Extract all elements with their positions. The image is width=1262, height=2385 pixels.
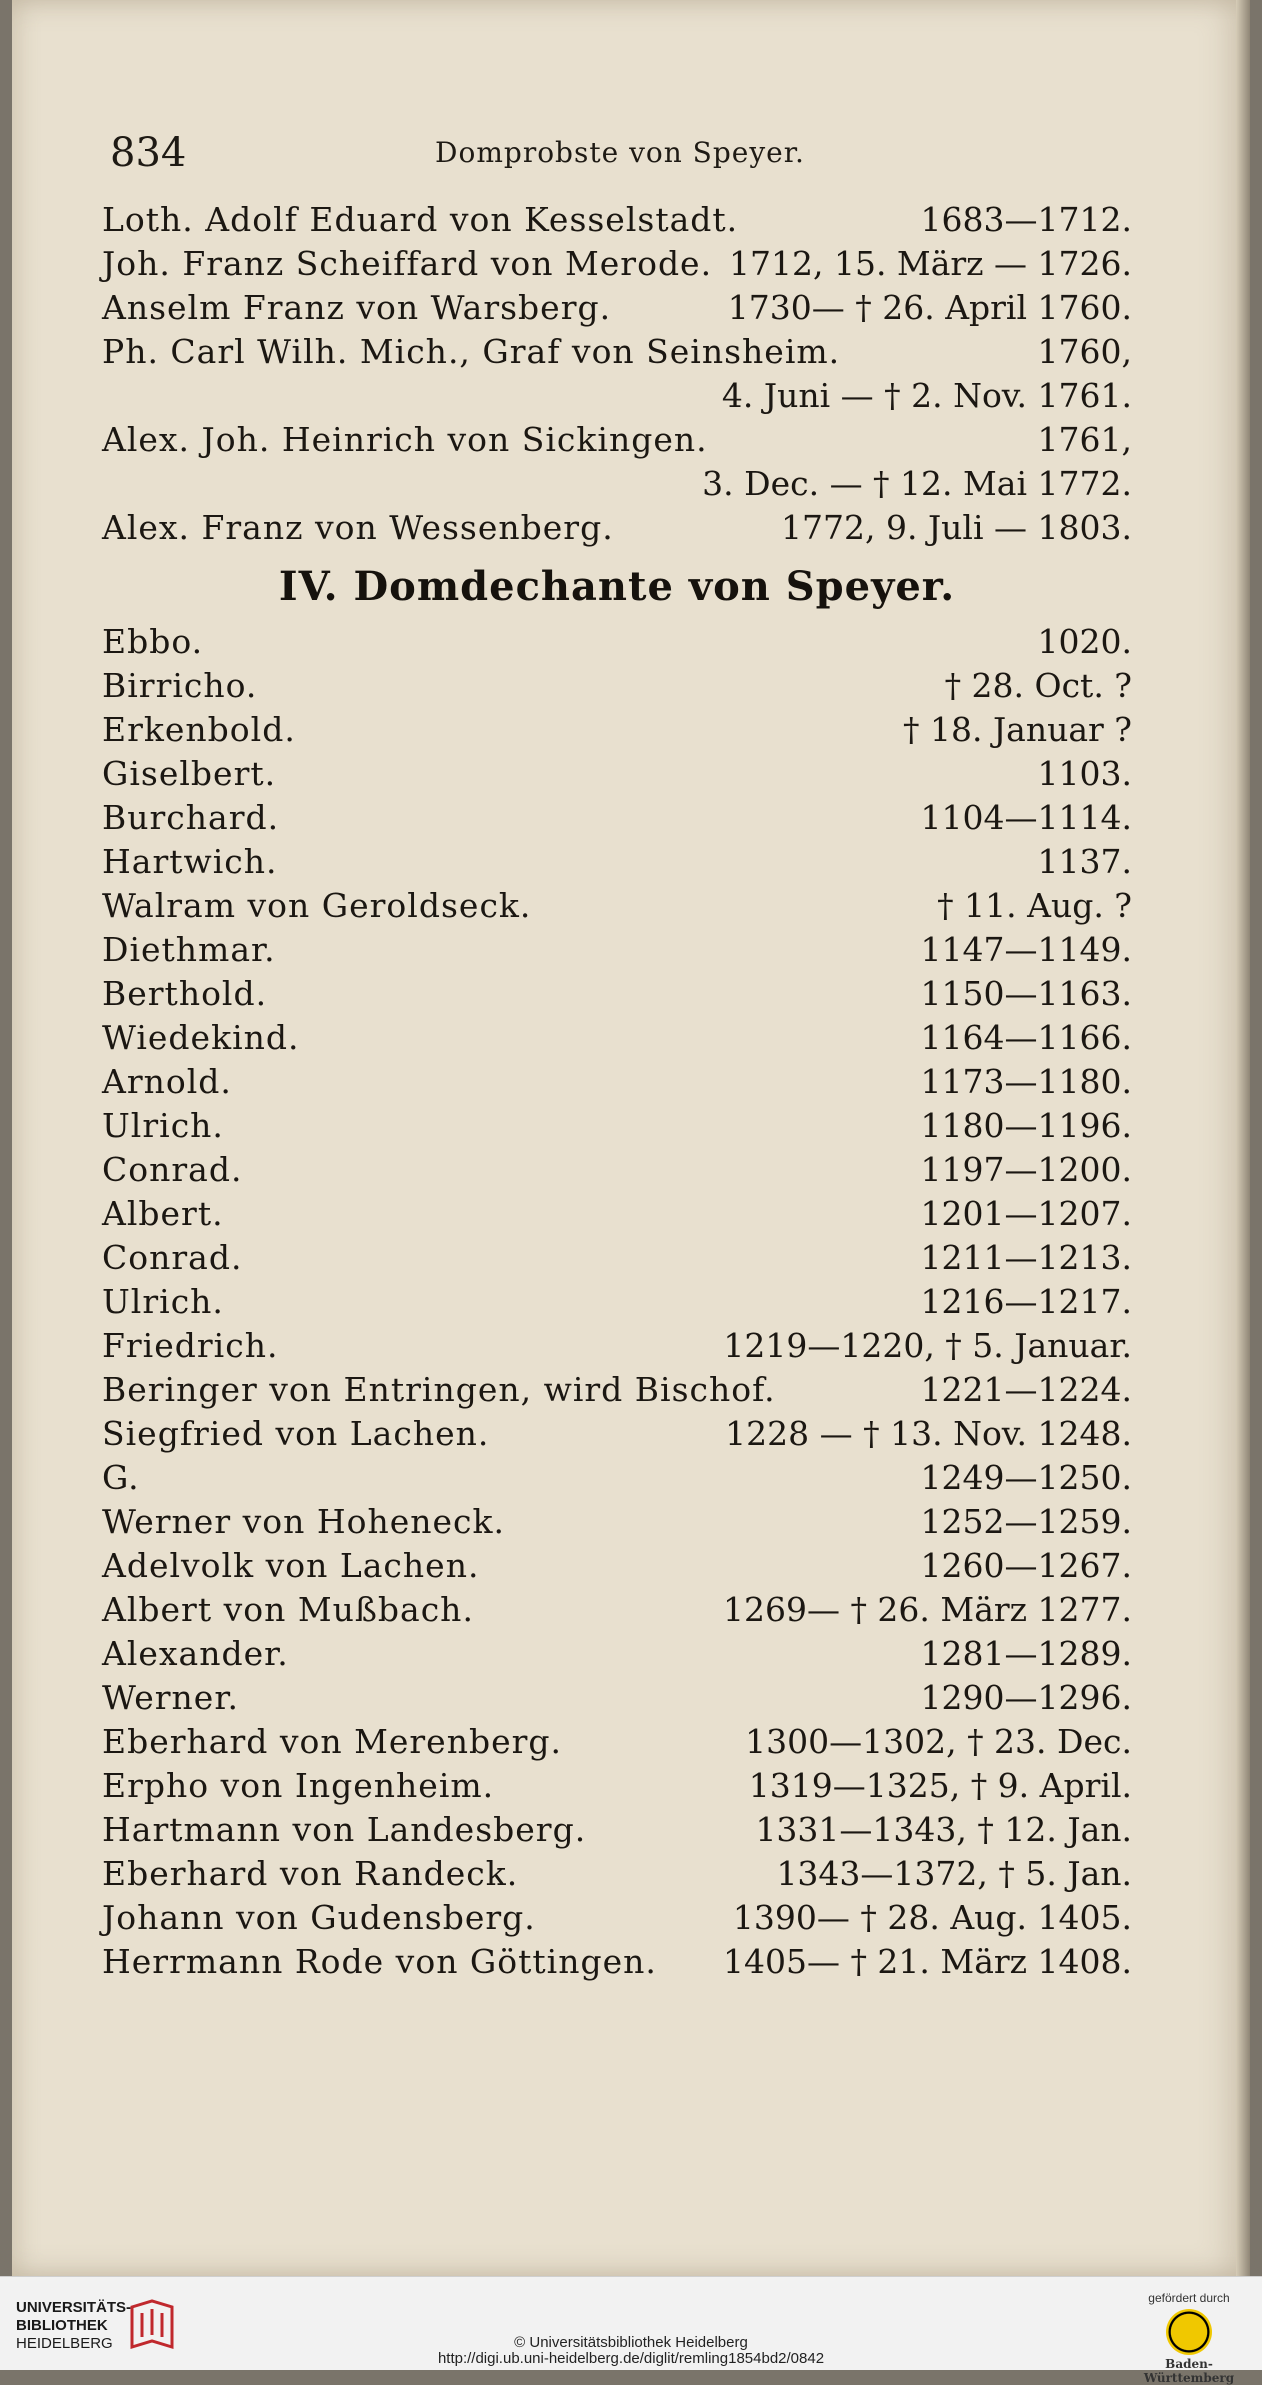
entry-row [102,1898,1132,1942]
entry-date: † 11. Aug. ? [937,886,1132,925]
entry-name: Werner. [102,1678,239,1717]
entry-row [102,1766,1132,1810]
entry-name: Conrad. [102,1238,243,1277]
entry-row [102,1106,1132,1150]
entry-date: 1020. [1037,622,1132,661]
entry-date: 1228 — † 13. Nov. 1248. [725,1414,1132,1453]
entry-row [102,508,1132,552]
entry-name: Herrmann Rode von Göttingen. [102,1942,657,1981]
entry-row [102,1590,1132,1634]
entry-date: 1300—1302, † 23. Dec. [745,1722,1132,1761]
entry-date: 1216—1217. [920,1282,1132,1321]
entry-date: 1180—1196. [920,1106,1132,1145]
entry-name: Adelvolk von Lachen. [102,1546,480,1585]
entry-row [102,1370,1132,1414]
entry-name: Albert. [102,1194,224,1233]
entry-date: 1147—1149. [920,930,1132,969]
entry-row [102,1810,1132,1854]
entry-name: Erpho von Ingenheim. [102,1766,495,1805]
entry-name: Alexander. [102,1634,289,1673]
entry-date: 1343—1372, † 5. Jan. [776,1854,1132,1893]
state-crest-icon [1166,2309,1212,2355]
entry-name: Hartmann von Landesberg. [102,1810,587,1849]
entry-name: Ebbo. [102,622,204,661]
entry-name: Alex. Franz von Wessenberg. [102,508,614,547]
entry-date: 1761, [1037,420,1132,459]
page-header [100,130,1140,180]
entry-date: 1201—1207. [920,1194,1132,1233]
entry-date: 1219—1220, † 5. Januar. [723,1326,1132,1365]
entry-row [102,1546,1132,1590]
entry-date: 1173—1180. [920,1062,1132,1101]
entry-row [102,1414,1132,1458]
source-url-link[interactable]: http://digi.ub.uni-heidelberg.de/diglit/remling1854bd2/0842 [437,2350,825,2367]
entry-date: 4. Juni — † 2. Nov. 1761. [721,376,1132,415]
entry-name: Alex. Joh. Heinrich von Sickingen. [102,420,708,459]
entry-date: 1211—1213. [920,1238,1132,1277]
entry-date: 1712, 15. März — 1726. [728,244,1132,283]
entry-row [102,1854,1132,1898]
entry-name: Albert von Mußbach. [102,1590,474,1629]
entry-name: G. [102,1458,140,1497]
entry-name: Anselm Franz von Warsberg. [102,288,612,327]
entry-date: 1252—1259. [920,1502,1132,1541]
entry-date: 1405— † 21. März 1408. [722,1942,1132,1981]
sponsor-name: Baden-Württemberg [1143,2357,1235,2385]
entry-date: 1249—1250. [920,1458,1132,1497]
entry-date: 1683—1712. [920,200,1132,239]
entry-row [102,1722,1132,1766]
entry-row [102,666,1132,710]
page-number: 834 [110,130,187,176]
entry-name: Loth. Adolf Eduard von Kesselstadt. [102,200,739,239]
entry-row [102,1238,1132,1282]
entry-row [102,244,1132,288]
entry-name: Friedrich. [102,1326,279,1365]
entry-name: Ph. Carl Wilh. Mich., Graf von Seinsheim. [102,332,841,371]
entry-row [102,332,1132,376]
entry-row [102,1502,1132,1546]
entry-row [102,1194,1132,1238]
entry-name: Ulrich. [102,1106,224,1145]
entry-name: Eberhard von Merenberg. [102,1722,563,1761]
entry-name: Hartwich. [102,842,278,881]
entry-date: 1760, [1037,332,1132,371]
entry-date: 1772, 9. Juli — 1803. [781,508,1132,547]
entry-name: Siegfried von Lachen. [102,1414,490,1453]
entry-row [102,1458,1132,1502]
sponsor-label: gefördert durch [1148,2291,1230,2305]
entry-name: Ulrich. [102,1282,224,1321]
running-head: Domprobste von Speyer. [435,136,805,169]
entry-name: Werner von Hoheneck. [102,1502,506,1541]
entry-date: 3. Dec. — † 12. Mai 1772. [702,464,1132,503]
entry-row [102,622,1132,666]
entry-row [102,974,1132,1018]
entry-date: 1319—1325, † 9. April. [748,1766,1132,1805]
entry-date: 1103. [1037,754,1132,793]
entry-row [102,376,1132,420]
entry-date: † 28. Oct. ? [944,666,1132,705]
entry-row [102,464,1132,508]
entry-name: Diethmar. [102,930,276,969]
library-name-line2: BIBLIOTHEK [16,2317,108,2334]
copyright-block [0,2335,1262,2367]
copyright-text: © Universitätsbibliothek Heidelberg [514,2334,748,2351]
entry-date: 1281—1289. [920,1634,1132,1673]
entry-date: 1730— † 26. April 1760. [727,288,1132,327]
entry-name: Arnold. [102,1062,232,1101]
entry-date: 1221—1224. [920,1370,1132,1409]
entry-name: Joh. Franz Scheiffard von Merode. [102,244,713,283]
entry-name: Birricho. [102,666,258,705]
entry-date: 1137. [1037,842,1132,881]
entry-name: Burchard. [102,798,280,837]
sponsor-block [1134,2291,1244,2385]
section-title: IV. Domdechante von Speyer. [278,563,956,610]
entry-row [102,1062,1132,1106]
entry-date: 1390— † 28. Aug. 1405. [732,1898,1132,1937]
entry-name: Erkenbold. [102,710,296,749]
entry-name: Wiedekind. [102,1018,300,1057]
entry-date: 1104—1114. [920,798,1132,837]
entry-date: 1269— † 26. März 1277. [722,1590,1132,1629]
entry-date: 1197—1200. [920,1150,1132,1189]
entry-name: Conrad. [102,1150,243,1189]
entry-row [102,754,1132,798]
entry-row [102,1942,1132,1986]
deans-list [102,622,1132,1986]
entry-name: Walram von Geroldseck. [102,886,532,925]
entry-row [102,842,1132,886]
page-edge [1236,0,1250,2276]
entry-row [102,420,1132,464]
provosts-list [102,200,1132,552]
scanned-page [12,0,1250,2276]
entry-row [102,886,1132,930]
entry-date: † 18. Januar ? [902,710,1132,749]
entry-date: 1260—1267. [920,1546,1132,1585]
entry-name: Eberhard von Randeck. [102,1854,519,1893]
entry-row [102,1150,1132,1194]
entry-name: Berthold. [102,974,268,1013]
entry-date: 1331—1343, † 12. Jan. [755,1810,1132,1849]
entry-name: Johann von Gudensberg. [102,1898,536,1937]
entry-row [102,1018,1132,1062]
entry-row [102,1678,1132,1722]
entry-date: 1164—1166. [920,1018,1132,1057]
entry-row [102,710,1132,754]
entry-row [102,200,1132,244]
entry-date: 1150—1163. [920,974,1132,1013]
entry-row [102,930,1132,974]
entry-name: Giselbert. [102,754,277,793]
entry-row [102,1326,1132,1370]
library-name-line1: UNIVERSITÄTS- [16,2299,132,2316]
entry-row [102,798,1132,842]
library-name-line3: HEIDELBERG [16,2335,113,2352]
entry-row [102,1634,1132,1678]
digitization-footer [0,2276,1262,2385]
entry-date: 1290—1296. [920,1678,1132,1717]
entry-name: Beringer von Entringen, wird Bischof. [102,1370,776,1409]
entry-row [102,1282,1132,1326]
text-body [102,200,1132,1986]
entry-row [102,288,1132,332]
